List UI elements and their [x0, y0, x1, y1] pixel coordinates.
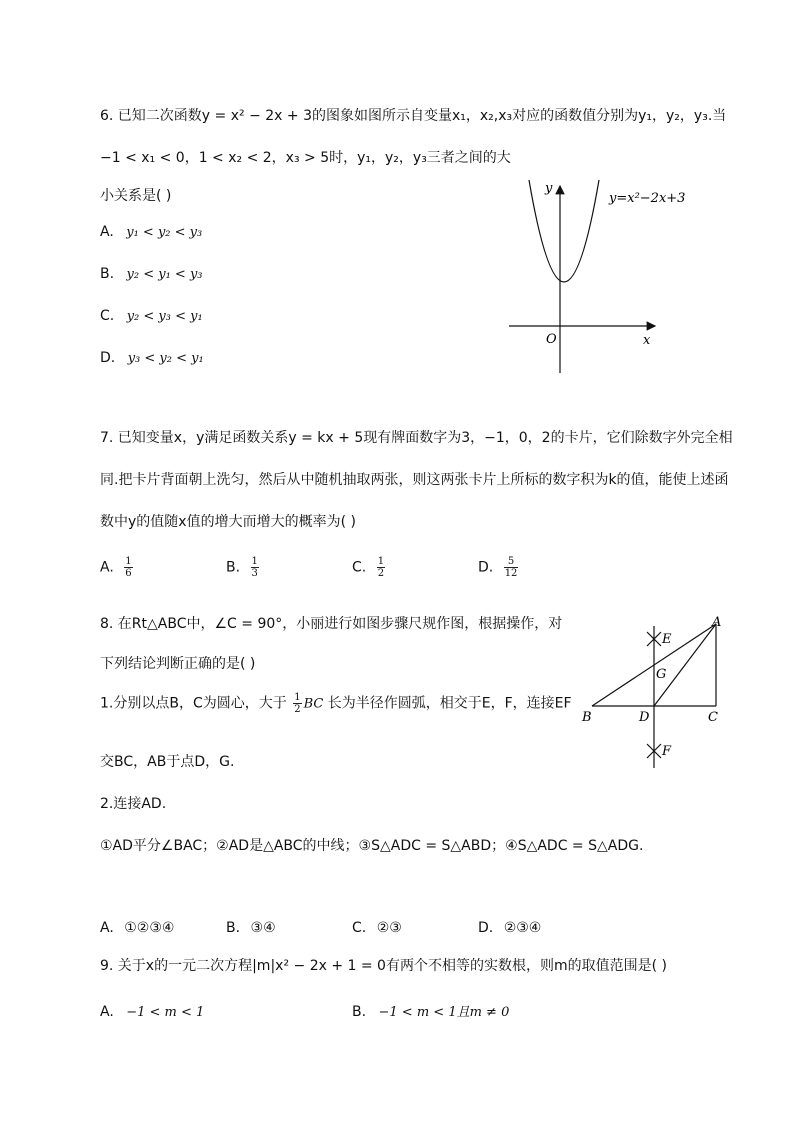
- option-text: ②③: [376, 920, 402, 936]
- option-label: B.: [226, 920, 241, 936]
- label-b: B: [582, 710, 592, 725]
- q8-step1: [100, 692, 572, 715]
- q9-line1: 9. 关于x的一元二次方程|m|x² − 2x + 1 = 0有两个不相等的实数根，则m的取值范围是( ): [100, 958, 667, 974]
- option-text: y₂ < y₁ < y₃: [126, 267, 203, 282]
- option-label: A.: [100, 1004, 114, 1020]
- q8-line1: 8. 在Rt△ABC中，∠C = 90°，小丽进行如图步骤尺规作图，根据操作，对: [100, 616, 563, 632]
- q7-option-c[interactable]: [352, 556, 385, 579]
- option-label: B.: [100, 266, 115, 282]
- option-text: y₃ < y₂ < y₁: [127, 351, 204, 366]
- label-f: F: [662, 744, 672, 759]
- q7-line1: 7. 已知变量x，y满足函数关系y = kx + 5现有牌面数字为3，−1，0，2的卡片，它们除数字外完全相: [100, 430, 733, 446]
- q8-conclusions: ①AD平分∠BAC；②AD是△ABC的中线；③S△ADC = S△ABD；④S△ADC = S△ADG.: [100, 838, 644, 854]
- option-text: ①②③④: [124, 920, 175, 936]
- curve-label: y=x²−2x+3: [609, 191, 686, 206]
- option-label: C.: [352, 559, 367, 576]
- q6-line2: −1 < x₁ < 0，1 < x₂ < 2，x₃ > 5时，y₁，y₂，y₃三者之间的大: [100, 150, 511, 166]
- option-fraction: $\frac{1}{3}$: [251, 556, 258, 579]
- option-text: ③④: [250, 920, 276, 936]
- q6-option-d[interactable]: [100, 348, 204, 369]
- step1-text-b: 长为半径作圆弧，相交于E，F，连接EF: [327, 695, 572, 712]
- option-text: −1 < m < 1: [126, 1005, 205, 1020]
- option-label: C.: [100, 308, 115, 324]
- step1-text-a: 1.分别以点B，C为圆心，大于: [100, 695, 287, 712]
- y-axis-label: y: [545, 181, 553, 196]
- q6-line3: 小关系是( ): [100, 188, 172, 204]
- q6-option-a[interactable]: [100, 222, 202, 243]
- q6-option-c[interactable]: [100, 306, 203, 327]
- option-fraction: $\frac{1}{6}$: [125, 556, 132, 579]
- option-label: D.: [478, 559, 494, 576]
- x-axis-label: x: [643, 333, 651, 348]
- q8-option-d[interactable]: [478, 918, 541, 938]
- q6-parabola-graph: [505, 178, 705, 376]
- option-label: A.: [100, 224, 114, 240]
- option-label: C.: [352, 920, 367, 936]
- option-text: ②③④: [503, 920, 542, 936]
- q8-triangle-figure: [578, 612, 728, 772]
- q7-line3: 数中y的值随x值的增大而增大的概率为( ): [100, 514, 356, 530]
- bc-segment: BC: [303, 696, 324, 712]
- label-c: C: [708, 710, 718, 725]
- q6-line1: 6. 已知二次函数y = x² − 2x + 3的图象如图所示自变量x₁，x₂,x₃对应的函数值分别为y₁，y₂，y₃.当: [100, 108, 727, 124]
- origin-label: O: [546, 332, 557, 347]
- q7-line2: 同.把卡片背面朝上洗匀，然后从中随机抽取两张，则这两张卡片上所标的数字积为k的值，能使上述函: [100, 472, 729, 488]
- q9-option-b[interactable]: [352, 1002, 509, 1023]
- option-label: D.: [100, 350, 116, 366]
- q8-step2: 2.连接AD.: [100, 796, 167, 812]
- option-fraction: $\frac{1}{2}$: [377, 556, 385, 579]
- label-g: G: [656, 667, 667, 682]
- option-text: y₂ < y₃ < y₁: [126, 309, 203, 324]
- q7-option-b[interactable]: [226, 556, 259, 579]
- q8-step1-cont: 交BC，AB于点D，G.: [100, 754, 235, 770]
- q7-option-a[interactable]: [100, 556, 133, 579]
- q8-option-a[interactable]: [100, 918, 174, 938]
- q8-option-b[interactable]: [226, 918, 276, 938]
- label-d: D: [639, 710, 650, 725]
- half-fraction: $\frac{1}{2}$: [294, 692, 301, 715]
- option-text: −1 < m < 1且m ≠ 0: [378, 1005, 510, 1020]
- label-e: E: [662, 632, 672, 647]
- q9-option-a[interactable]: [100, 1002, 204, 1023]
- option-label: B.: [352, 1004, 367, 1020]
- option-label: B.: [226, 559, 241, 576]
- q8-line2: 下列结论判断正确的是( ): [100, 656, 256, 672]
- q8-option-c[interactable]: [352, 918, 402, 938]
- option-label: A.: [100, 559, 114, 576]
- parabola-curve: [529, 180, 599, 282]
- q7-option-d[interactable]: [478, 556, 518, 579]
- option-label: A.: [100, 920, 114, 936]
- option-fraction: $\frac{5}{12}$: [504, 556, 518, 579]
- q6-option-b[interactable]: [100, 264, 203, 285]
- option-text: y₁ < y₂ < y₃: [126, 225, 203, 240]
- option-label: D.: [478, 920, 494, 936]
- label-a: A: [712, 615, 722, 630]
